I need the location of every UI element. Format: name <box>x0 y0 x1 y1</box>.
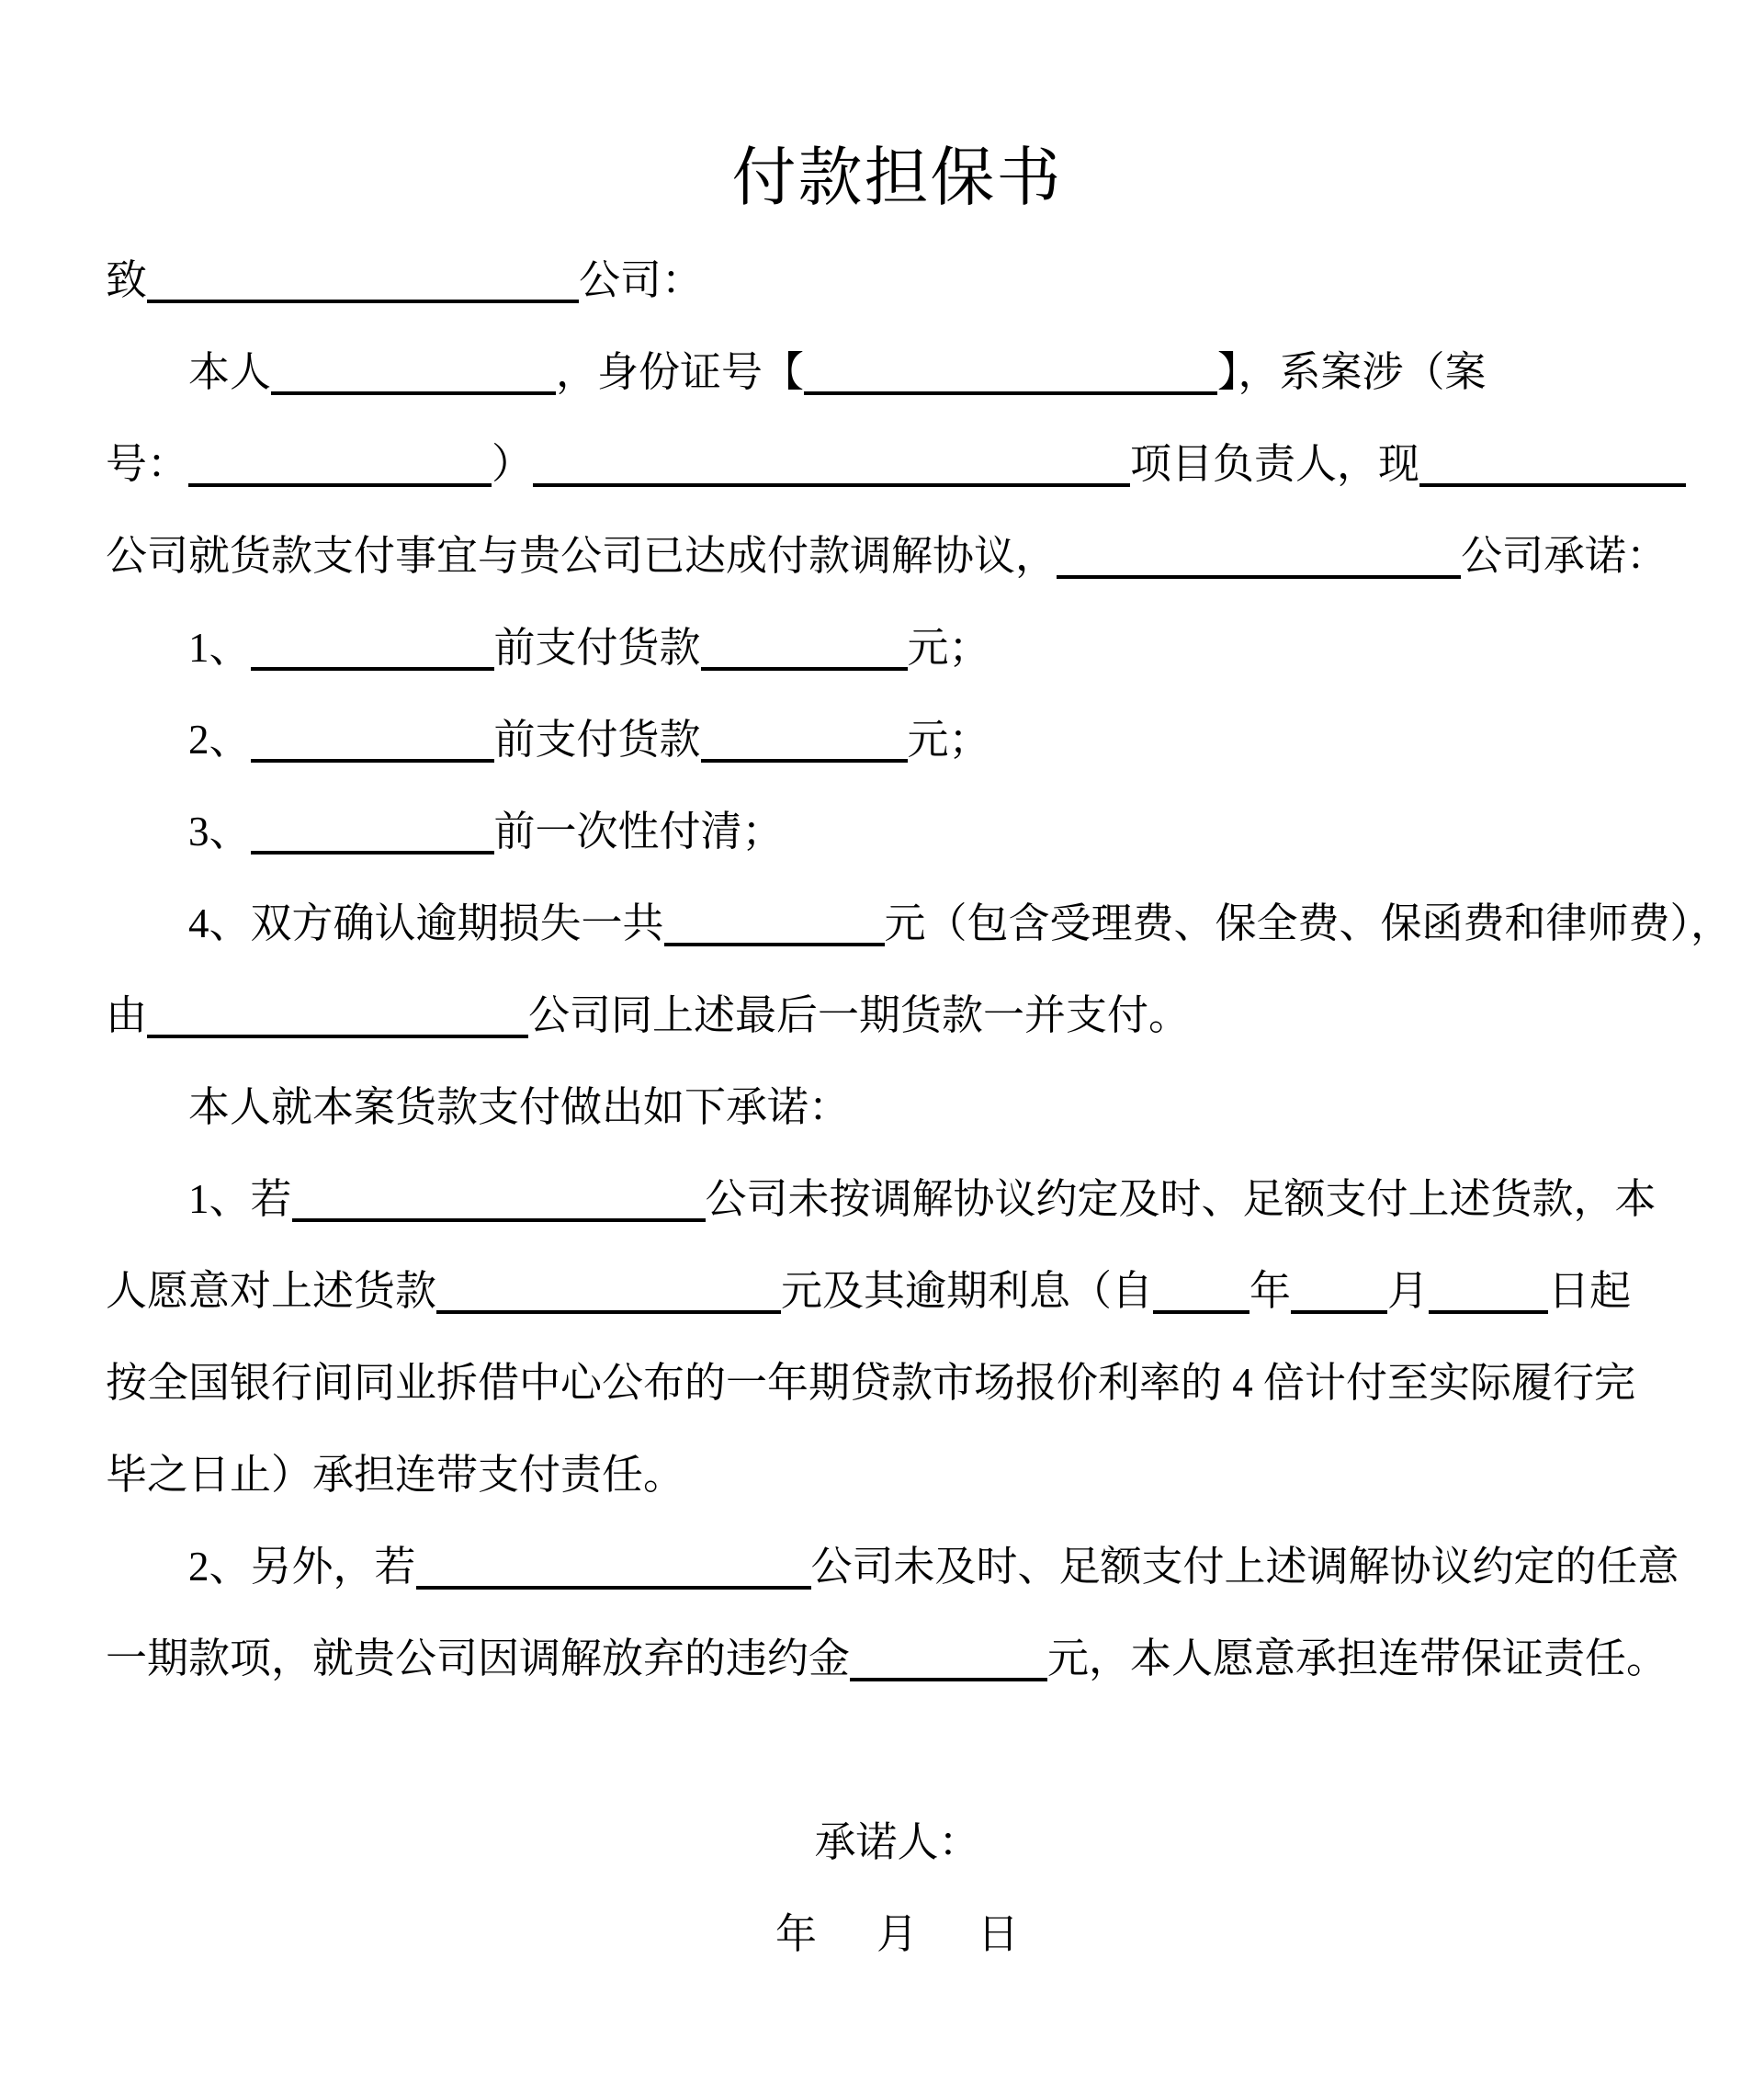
text-run: 月 <box>876 1911 918 1957</box>
text-run: 日 <box>978 1911 1020 1957</box>
payment-2-date-blank-field <box>251 757 494 763</box>
payment-1-amount-blank-field <box>701 665 908 671</box>
interest-start-year-blank-field <box>1153 1308 1250 1314</box>
responsible-company-blank-field <box>533 481 1130 487</box>
line-promise-intro <box>106 1061 1689 1153</box>
document-lines <box>106 234 1733 1980</box>
penalty-amount-blank-field <box>850 1676 1047 1681</box>
text-run: 3、 <box>188 809 251 855</box>
payment-2-amount-blank-field <box>701 757 908 763</box>
text-run: 一期款项，就贵公司因调解放弃的违约金 <box>106 1636 851 1681</box>
text-run: ） <box>492 441 534 487</box>
text-run: 年 <box>775 1911 817 1957</box>
line-item-1 <box>106 602 1689 694</box>
text-run: 1、 <box>188 625 251 671</box>
text-run: 公司承诺： <box>1461 533 1668 579</box>
overdue-loss-amount-blank-field <box>664 941 885 946</box>
line-salutation <box>106 234 1689 326</box>
line-promise-1-cont-1 <box>106 1245 1689 1337</box>
id-number-blank-field <box>804 390 1217 395</box>
interest-start-month-blank-field <box>1291 1308 1387 1314</box>
text-run: 公司未及时、足额支付上述调解协议约定的任意 <box>810 1544 1679 1590</box>
line-intro-2 <box>106 418 1689 510</box>
breaching-company-blank-field <box>292 1217 706 1222</box>
line-promise-1-cont-3 <box>106 1429 1689 1521</box>
text-run: 前一次性付清； <box>493 809 784 855</box>
text-run: 按全国银行间同业拆借中心公布的一年期贷款市场报价利率的 4 倍计付至实际履行完 <box>106 1360 1636 1406</box>
text-run: 1、若 <box>188 1176 292 1222</box>
guaranteed-amount-blank-field <box>436 1308 781 1314</box>
text-run: 号： <box>106 441 189 487</box>
line-intro-3 <box>106 510 1689 602</box>
line-promise-2-cont <box>106 1613 1689 1704</box>
text-run: 月 <box>1387 1268 1430 1314</box>
text-run: 日起 <box>1548 1268 1632 1314</box>
text-run: 承诺人： <box>814 1819 980 1865</box>
line-item-2 <box>106 694 1689 786</box>
promising-company-blank-field <box>1057 573 1461 579</box>
line-intro-1 <box>106 326 1689 418</box>
payment-1-date-blank-field <box>251 665 494 671</box>
text-run: 元； <box>907 717 990 763</box>
text-run: 2、另外，若 <box>188 1544 416 1590</box>
text-run: 元； <box>907 625 990 671</box>
text-run: 人愿意对上述货款 <box>106 1268 437 1314</box>
text-run: 公司未按调解协议约定及时、足额支付上述货款，本 <box>705 1176 1657 1222</box>
text-run: 元（包含受理费、保全费、保函费和律师费）， <box>884 900 1733 946</box>
line-item-3 <box>106 786 1689 877</box>
line-date <box>106 1888 1689 1980</box>
breaching-company-2-blank-field <box>416 1584 811 1590</box>
payment-3-date-blank-field <box>251 849 494 855</box>
line-empty <box>106 1704 1689 1796</box>
text-run: 年 <box>1250 1268 1292 1314</box>
text-run: 元及其逾期利息（自 <box>781 1268 1154 1314</box>
guarantor-name-blank-field <box>271 390 556 395</box>
text-run: 由 <box>106 992 148 1038</box>
document-title: 付款担保书 <box>731 143 1063 214</box>
text-run: 前支付货款 <box>493 717 701 763</box>
text-run: 本人 <box>188 349 272 395</box>
text-run: 毕之日止）承担连带支付责任。 <box>106 1452 685 1498</box>
text-run: 前支付货款 <box>493 625 701 671</box>
line-item-4 <box>106 877 1733 969</box>
line-promisor <box>106 1796 1689 1888</box>
text-run: 公司： <box>579 257 704 303</box>
recipient-company-blank-field <box>147 298 579 303</box>
text-run: ，身份证号【 <box>556 349 805 395</box>
text-run: 本人就本案货款支付做出如下承诺： <box>188 1084 851 1130</box>
text-run: 】，系案涉（案 <box>1217 349 1487 395</box>
text-run: 致 <box>106 257 148 303</box>
text-run: 公司同上述最后一期货款一并支付。 <box>528 992 1191 1038</box>
line-promise-1 <box>106 1153 1689 1245</box>
text-run: 2、 <box>188 717 251 763</box>
case-number-blank-field <box>188 481 492 487</box>
line-item-4-cont <box>106 969 1689 1061</box>
paying-company-blank-field <box>147 1033 528 1038</box>
line-promise-2 <box>106 1521 1689 1613</box>
text-run: 元，本人愿意承担连带保证责任。 <box>1047 1636 1668 1681</box>
text-run: 项目负责人，现 <box>1130 441 1420 487</box>
line-promise-1-cont-2 <box>106 1337 1689 1429</box>
interest-start-day-blank-field <box>1429 1308 1548 1314</box>
text-run: 4、双方确认逾期损失一共 <box>188 900 664 946</box>
text-run: 公司就货款支付事宜与贵公司已达成付款调解协议， <box>106 533 1057 579</box>
current-company-blank-field <box>1419 481 1686 487</box>
